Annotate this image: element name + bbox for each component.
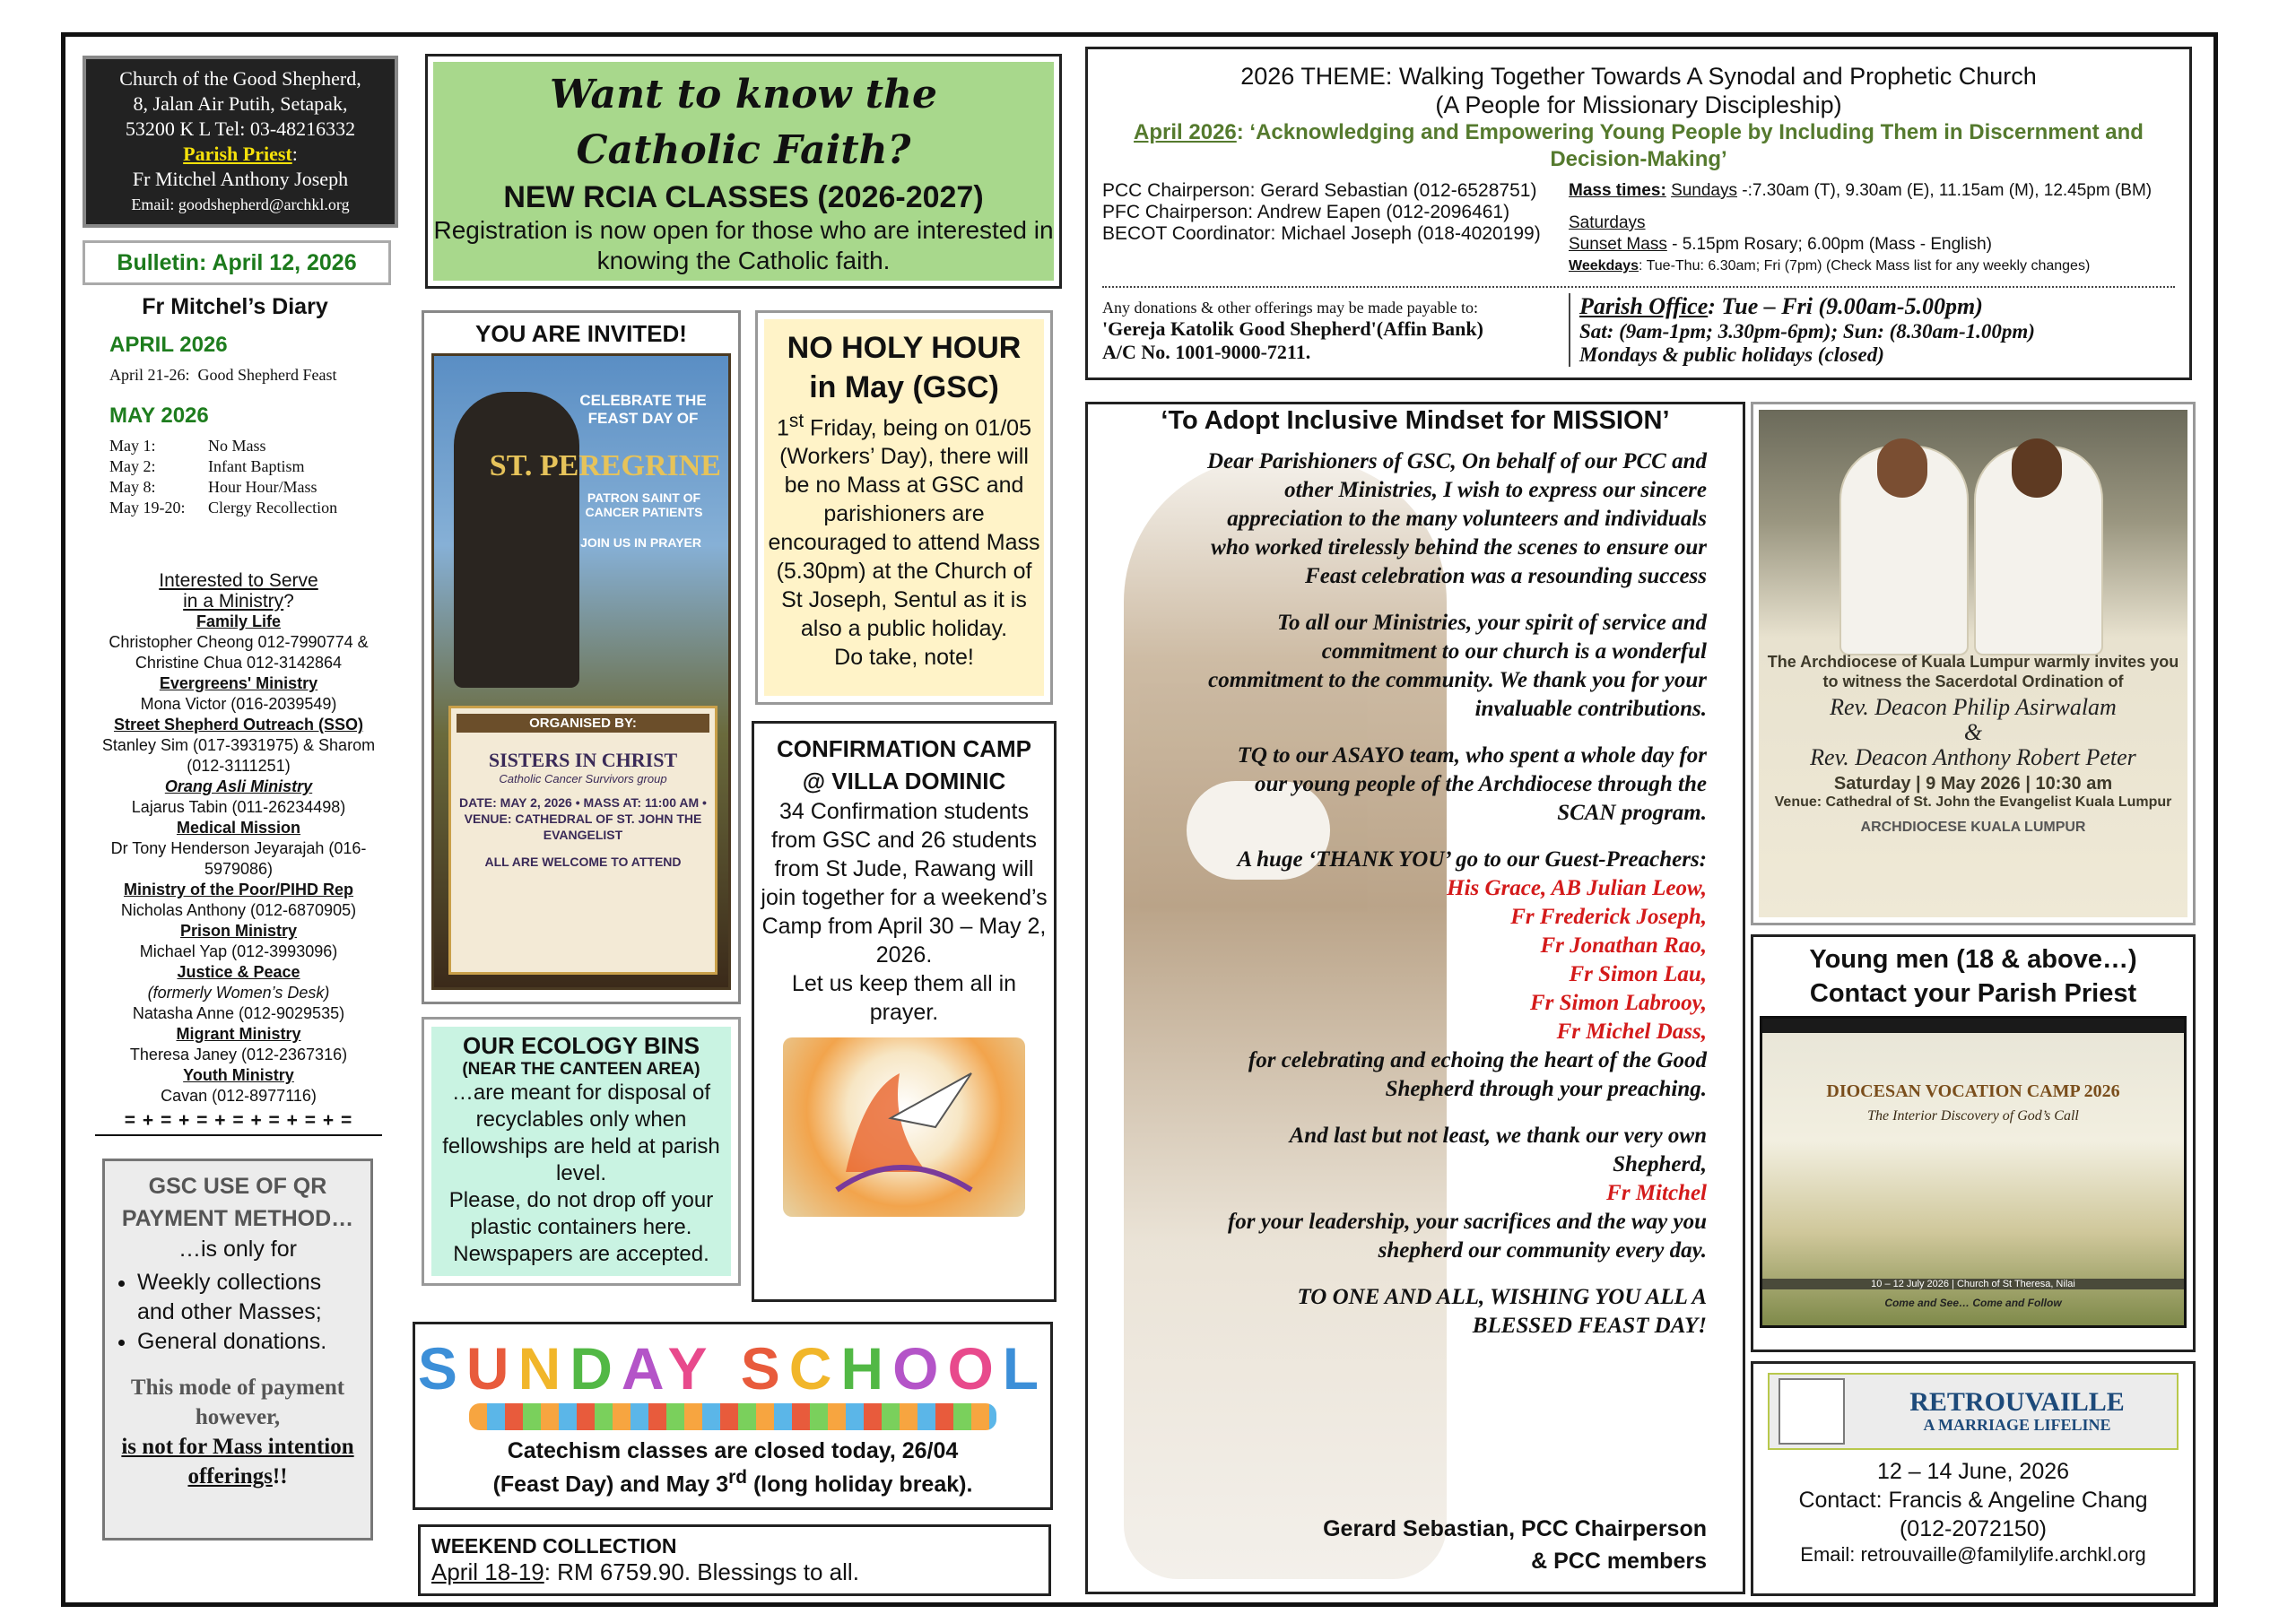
event-date: May 8: xyxy=(109,478,156,496)
donation-info xyxy=(1102,293,1569,367)
mass-times-label: Mass times: xyxy=(1569,181,1666,200)
diary-event xyxy=(109,436,387,456)
retro-phone: (012-2072150) xyxy=(1899,1516,2047,1541)
ministry-contact: Theresa Janey (012-2367316) xyxy=(129,1046,348,1063)
saint-image xyxy=(454,392,579,688)
deacon-name-2: Rev. Deacon Anthony Robert Peter xyxy=(1810,744,2136,770)
logo-letter: H xyxy=(840,1335,893,1402)
sunday-school-box xyxy=(413,1322,1053,1510)
weekend-text xyxy=(431,1558,1038,1586)
office-hours: : Tue – Fri (9.00am-5.00pm) xyxy=(1708,293,1983,319)
archdiocese-crest-icon xyxy=(1779,1378,1845,1445)
kids-graphic xyxy=(469,1403,996,1430)
church-address-line1: 8, Jalan Air Putih, Setapak, xyxy=(133,92,348,115)
logo-letter: A xyxy=(621,1335,668,1402)
becot-contact: BECOT Coordinator: Michael Joseph (018-4020199) xyxy=(1102,223,1541,244)
ministry-name: Prison Ministry xyxy=(179,922,298,940)
sundays-times: -:7.30am (T), 9.30am (E), 11.15am (M), 12.45pm (BM) xyxy=(1737,181,2152,200)
sunday-school-logo xyxy=(415,1333,1050,1403)
conf-title-2: @ VILLA DOMINIC xyxy=(802,768,1006,794)
organiser-sub: Catholic Cancer Survivors group xyxy=(499,772,667,785)
ministry-contact: Stanley Sim (017-3931975) & Sharom (012-3111251) xyxy=(101,736,376,775)
ministry-contact: Nicholas Anthony (012-6870905) xyxy=(120,901,357,919)
serve-title-line1: Interested to Serve xyxy=(159,570,318,591)
bank-name: 'Gereja Katolik Good Shepherd'(Affin Bank) xyxy=(1102,317,1483,340)
retro-logo-title: RETROUVAILLE xyxy=(1909,1386,2125,1417)
signature-line1: Gerard Sebastian, PCC Chairperson xyxy=(1323,1516,1707,1541)
holy-rest: Friday, being on 01/05 (Workers’ Day), there will be no Mass at GSC and parishioners are encouraged to attend Mass (5.30pm) at the Church of St Joseph, Sentul as it is also a public holiday. xyxy=(768,415,1040,642)
church-email: Email: goodshepherd@archkl.org xyxy=(131,195,350,213)
conf-prayer: Let us keep them all in prayer. xyxy=(791,971,1017,1025)
letter-p5: And last but not least, we thank our very own Shepherd, xyxy=(1289,1124,1707,1176)
ministry-name: Youth Ministry xyxy=(183,1066,294,1084)
event-date: May 1: xyxy=(109,437,156,455)
rcia-box xyxy=(425,54,1062,289)
weekend-title: WEEKEND COLLECTION xyxy=(431,1534,677,1558)
preacher: Fr Michel Dass, xyxy=(1556,1020,1707,1044)
poster-organiser xyxy=(448,706,718,975)
rcia-title: NEW RCIA CLASSES (2026-2027) xyxy=(503,180,984,214)
event-details: DATE: MAY 2, 2026 • MASS AT: 11:00 AM • VENUE: CATHEDRAL OF ST. JOHN THE EVANGELIST xyxy=(459,795,707,842)
theme-subtitle: (A People for Missionary Discipleship) xyxy=(1435,91,1842,118)
ecology-box xyxy=(422,1017,741,1286)
logo-letter: O xyxy=(947,1335,1003,1402)
qr-title: GSC USE OF QR PAYMENT METHOD… xyxy=(121,1174,354,1231)
signature-line2: & PCC members xyxy=(1531,1549,1707,1574)
young-men-box xyxy=(1751,934,2196,1352)
event-text: No Mass xyxy=(208,437,266,455)
weekdays-times: : Tue-Thu: 6.30am; Fri (7pm) (Check Mass list for any weekly changes) xyxy=(1638,258,2091,273)
logo-letter: N xyxy=(517,1335,570,1402)
mass-times xyxy=(1569,180,2175,277)
diary-event xyxy=(109,498,387,518)
poster-celebrate: CELEBRATE THE FEAST DAY OF xyxy=(579,392,707,427)
diary-april-event xyxy=(109,365,387,386)
office-closed: Mondays & public holidays (closed) xyxy=(1579,343,1884,366)
dove-flame-image xyxy=(783,1037,1025,1217)
young-title-1: Young men (18 & above…) xyxy=(1809,945,2137,974)
diary-may-label: MAY 2026 xyxy=(109,404,209,428)
organiser-name: SISTERS IN CHRIST xyxy=(488,749,678,771)
holy-title-2: in May (GSC) xyxy=(809,370,999,404)
ministry-item xyxy=(86,673,391,715)
retro-contact: Contact: Francis & Angeline Chang xyxy=(1798,1488,2148,1513)
ministry-items xyxy=(86,612,391,1107)
church-info-box xyxy=(83,56,398,228)
diary-event xyxy=(109,477,387,498)
logo-letter: O xyxy=(892,1335,948,1402)
ministry-item xyxy=(86,777,391,818)
poster-patron: PATRON SAINT OF CANCER PATIENTS xyxy=(585,490,703,519)
event-date: May 19-20: xyxy=(109,499,186,516)
event-date: May 2: xyxy=(109,457,156,475)
eco-p1: …are meant for disposal of recyclables only when fellowships are held at parish level. xyxy=(442,1081,720,1185)
organised-label: ORGANISED BY: xyxy=(457,714,709,733)
confirmation-box xyxy=(752,721,1057,1302)
ministry-contact: Michael Yap (012-3993096) xyxy=(139,942,338,960)
saturdays-label: Saturdays xyxy=(1569,213,1646,232)
divider-line xyxy=(95,1134,382,1136)
sunday-text-2 xyxy=(415,1464,1050,1497)
qr-list xyxy=(117,1268,358,1357)
ordination-date: Saturday | 9 May 2026 | 10:30 am xyxy=(1833,774,2113,794)
diary-april-label: APRIL 2026 xyxy=(109,333,228,357)
church-address-line2: 53200 K L Tel: 03-48216332 xyxy=(125,117,356,140)
qr-sub: …is only for xyxy=(178,1237,297,1262)
preacher: Fr Simon Labrooy, xyxy=(1529,991,1707,1015)
ministry-name: Orang Asli Ministry xyxy=(164,777,313,795)
retro-email: Email: retrouvaille@familylife.archkl.org xyxy=(1800,1543,2146,1566)
event-text: Infant Baptism xyxy=(208,457,305,475)
event-text: Clergy Recollection xyxy=(208,499,338,516)
retrouvaille-box xyxy=(1751,1361,2196,1596)
parish-priest-label: Parish Priest xyxy=(183,143,292,165)
ministry-item xyxy=(86,715,391,777)
ministry-contact: Natasha Anne (012-9029535) xyxy=(132,1004,345,1022)
pfc-contact: PFC Chairperson: Andrew Eapen (012-2096461) xyxy=(1102,202,1510,222)
ministry-item xyxy=(86,1024,391,1065)
logo-letter: C xyxy=(788,1335,841,1402)
shepherd-name: Fr Mitchel xyxy=(1606,1181,1707,1205)
logo-letter: S xyxy=(417,1335,466,1402)
preacher: Fr Jonathan Rao, xyxy=(1540,933,1707,958)
camp-title: DIOCESAN VOCATION CAMP 2026 xyxy=(1826,1081,2120,1101)
qr-item: • Weekly collections and other Masses; xyxy=(137,1268,358,1327)
ministry-name: Migrant Ministry xyxy=(176,1025,301,1043)
rcia-registration: Registration is now open for those who are interested in knowing the Catholic faith. xyxy=(433,216,1054,274)
sunday-text-2b: (long holiday break). xyxy=(747,1471,973,1497)
sunday-sup: rd xyxy=(728,1467,747,1488)
holy-hour-box xyxy=(755,310,1053,705)
pcc-contact: PCC Chairperson: Gerard Sebastian (012-6528751) xyxy=(1102,180,1537,201)
ministry-note: (formerly Women’s Desk) xyxy=(147,984,330,1002)
st-peregrine-poster xyxy=(431,353,731,990)
qr-note xyxy=(117,1373,358,1491)
logo-letter: D xyxy=(570,1335,622,1402)
sunset-label: Sunset Mass xyxy=(1569,235,1667,254)
letter-p2: To all our Ministries, your spirit of service and commitment to our church is a wonderful commitment to the community. We thank you for your invaluable contributions. xyxy=(1208,611,1707,721)
poster-join: JOIN US IN PRAYER xyxy=(580,535,701,550)
ministry-name: Medical Mission xyxy=(176,819,301,837)
theme-month xyxy=(1102,119,2175,173)
event-text: Hour Hour/Mass xyxy=(208,478,317,496)
invited-box xyxy=(422,310,741,1004)
ministry-contact: Lajarus Tabin (011-26234498) xyxy=(131,798,346,816)
donation-note: Any donations & other offerings may be made payable to: xyxy=(1102,299,1479,317)
ordination-venue: Venue: Cathedral of St. John the Evangelist Kuala Lumpur xyxy=(1774,794,2172,810)
camp-subtitle: The Interior Discovery of God’s Call xyxy=(1867,1108,2079,1124)
deacon-name-1: Rev. Deacon Philip Asirwalam xyxy=(1830,694,2117,720)
ministry-contact: Cavan (012-8977116) xyxy=(161,1087,317,1105)
conf-text: 34 Confirmation students from GSC and 26 students from St Jude, Rawang will join together for a weekend’s Camp from April 30 – May 2, 2026. xyxy=(761,799,1048,968)
qr-note-line2: is not for Mass intention offerings xyxy=(121,1435,354,1488)
logo-letter: Y xyxy=(667,1335,716,1402)
ministry-item xyxy=(86,1065,391,1107)
archdiocese-logo: ARCHDIOCESE KUALA LUMPUR xyxy=(1860,820,2086,835)
bulletin-date: Bulletin: April 12, 2026 xyxy=(83,240,391,285)
eco-p2: Please, do not drop off your plastic containers here. xyxy=(448,1188,714,1239)
church-name: Church of the Good Shepherd, xyxy=(119,67,361,90)
parish-office xyxy=(1569,293,2175,367)
ministry-contact: Mona Victor (016-2039549) xyxy=(140,695,337,713)
poster-saint-name: ST. PEREGRINE xyxy=(489,449,721,482)
sunday-text-2a: (Feast Day) and May 3 xyxy=(492,1471,729,1497)
letter-p5b: for your leadership, your sacrifices and the way you shepherd our community every day. xyxy=(1227,1210,1707,1263)
eco-title: OUR ECOLOGY BINS xyxy=(463,1032,700,1059)
logo-letter: U xyxy=(465,1335,518,1402)
qr-note-exclaim: !! xyxy=(272,1464,288,1488)
account-number: A/C No. 1001-9000-7211. xyxy=(1102,341,1311,363)
ministry-contact: Christopher Cheong 012-7990774 & Christine Chua 012-3142864 xyxy=(109,633,369,672)
weekend-date: April 18-19 xyxy=(431,1558,544,1585)
theme-month-label: April 2026 xyxy=(1134,120,1237,144)
sundays-label: Sundays xyxy=(1671,181,1738,200)
ministry-list xyxy=(86,570,391,1136)
ministry-item xyxy=(86,880,391,921)
retro-logo-sub: A MARRIAGE LIFELINE xyxy=(1923,1415,2111,1434)
mission-letter-box xyxy=(1085,402,1745,1594)
logo-letter: L xyxy=(1002,1335,1048,1402)
letter-p4b: for celebrating and echoing the heart of the Good Shepherd through your preaching. xyxy=(1248,1048,1707,1101)
diary-may-events xyxy=(109,436,387,518)
holy-title-1: NO HOLY HOUR xyxy=(787,331,1022,365)
diary-section xyxy=(83,294,387,518)
ministry-item xyxy=(86,818,391,880)
welcome-text: ALL ARE WELCOME TO ATTEND xyxy=(484,855,682,869)
logo-letter: S xyxy=(740,1335,789,1402)
ministry-item xyxy=(86,612,391,673)
deacons-photo xyxy=(1839,446,2109,652)
qr-note-line1: This mode of payment however, xyxy=(130,1376,345,1429)
holy-num: 1 xyxy=(777,415,789,441)
event-date: April 21-26: xyxy=(109,366,190,384)
preacher: His Grace, AB Julian Leow, xyxy=(1447,876,1707,900)
theme-title: 2026 THEME: Walking Together Towards A Synodal and Prophetic Church xyxy=(1240,63,2037,90)
eco-p3: Newspapers are accepted. xyxy=(453,1242,709,1266)
camp-tagline: Come and See… Come and Follow xyxy=(1884,1297,2062,1309)
office-label: Parish Office xyxy=(1579,293,1709,319)
conf-title-1: CONFIRMATION CAMP xyxy=(776,735,1032,762)
weekend-amount: : RM 6759.90. Blessings to all. xyxy=(544,1558,859,1585)
preacher: Fr Simon Lau, xyxy=(1569,962,1707,986)
ministry-item xyxy=(86,921,391,962)
sunday-text-1: Catechism classes are closed today, 26/04 xyxy=(507,1438,959,1463)
diary-event xyxy=(109,456,387,477)
ministry-item xyxy=(86,962,391,1024)
theme-box xyxy=(1085,47,2192,380)
qr-item: • General donations. xyxy=(137,1327,358,1357)
holy-text xyxy=(764,407,1044,643)
weekdays-label: Weekdays xyxy=(1569,258,1639,273)
letter-signature xyxy=(1323,1513,1707,1577)
serve-title-q: ? xyxy=(283,591,294,612)
office-weekend: Sat: (9am-1pm; 3.30pm-6pm); Sun: (8.30am-1.00pm) xyxy=(1579,320,2035,343)
weekend-collection-box xyxy=(418,1524,1051,1596)
ministry-name: Evergreens' Ministry xyxy=(159,674,318,692)
divider: = + = + = + = + = + = + = xyxy=(124,1110,353,1131)
logo-letter xyxy=(715,1335,740,1402)
rcia-headline-1: Want to know the xyxy=(549,72,938,117)
rcia-headline-2: Catholic Faith? xyxy=(576,127,911,173)
mission-letter xyxy=(1205,447,1707,1358)
letter-p6: TO ONE AND ALL, WISHING YOU ALL A BLESSED FEAST DAY! xyxy=(1297,1285,1707,1338)
event-text: Good Shepherd Feast xyxy=(197,366,337,384)
holy-sup: st xyxy=(788,411,804,431)
young-title-2: Contact your Parish Priest xyxy=(1809,979,2137,1008)
holy-note: Do take, note! xyxy=(834,645,974,671)
parish-priest-name: Fr Mitchel Anthony Joseph xyxy=(132,168,349,190)
ministry-contact: Dr Tony Henderson Jeyarajah (016-5979086) xyxy=(110,839,367,878)
letter-p4: A huge ‘THANK YOU’ go to our Guest-Preachers: xyxy=(1237,847,1707,872)
qr-payment-box xyxy=(102,1159,373,1541)
theme-month-text: : ‘Acknowledging and Empowering Young People by Including Them in Discernment and Decision-Making’ xyxy=(1236,120,2144,171)
ministry-name: Ministry of the Poor/PIHD Rep xyxy=(123,881,354,898)
preacher-list xyxy=(1205,874,1707,1046)
invited-title: YOU ARE INVITED! xyxy=(475,320,687,347)
retro-date: 12 – 14 June, 2026 xyxy=(1876,1459,2070,1484)
letter-p1: Dear Parishioners of GSC, On behalf of our PCC and other Ministries, I wish to express our sincere appreciation to the many volunteers and individuals who worked tirelessly behind the scenes to ensure our Feast celebration was a resounding success xyxy=(1206,449,1707,588)
ministry-name: Family Life xyxy=(196,612,282,630)
retrouvaille-logo xyxy=(1768,1373,2179,1450)
camp-date: 10 – 12 July 2026 | Church of St Theresa, Nilai xyxy=(1762,1279,2184,1289)
eco-sub: (NEAR THE CANTEEN AREA) xyxy=(462,1060,700,1079)
mission-title: ‘To Adopt Inclusive Mindset for MISSION’ xyxy=(1161,406,1670,435)
preacher: Fr Frederick Joseph, xyxy=(1510,905,1707,929)
serve-title-line2: in a Ministry xyxy=(183,591,284,612)
diary-title: Fr Mitchel’s Diary xyxy=(142,294,328,319)
sunset-times: - 5.15pm Rosary; 6.00pm (Mass - English) xyxy=(1666,235,1993,254)
deacon-amp: & xyxy=(1963,719,1983,745)
parish-priest-colon: : xyxy=(291,143,298,165)
ministry-name: Street Shepherd Outreach (SSO) xyxy=(113,716,364,733)
ordination-poster xyxy=(1751,402,2196,925)
ordination-invite: The Archdiocese of Kuala Lumpur warmly invites you to witness the Sacerdotal Ordination of xyxy=(1767,653,2179,690)
committee-contacts xyxy=(1102,180,1569,277)
ministry-name: Justice & Peace xyxy=(177,963,300,981)
serve-title xyxy=(86,570,391,612)
letter-p3: TQ to our ASAYO team, who spent a whole day for our young people of the Archdiocese through the SCAN program. xyxy=(1237,743,1707,825)
vocation-camp-poster xyxy=(1760,1016,2187,1328)
